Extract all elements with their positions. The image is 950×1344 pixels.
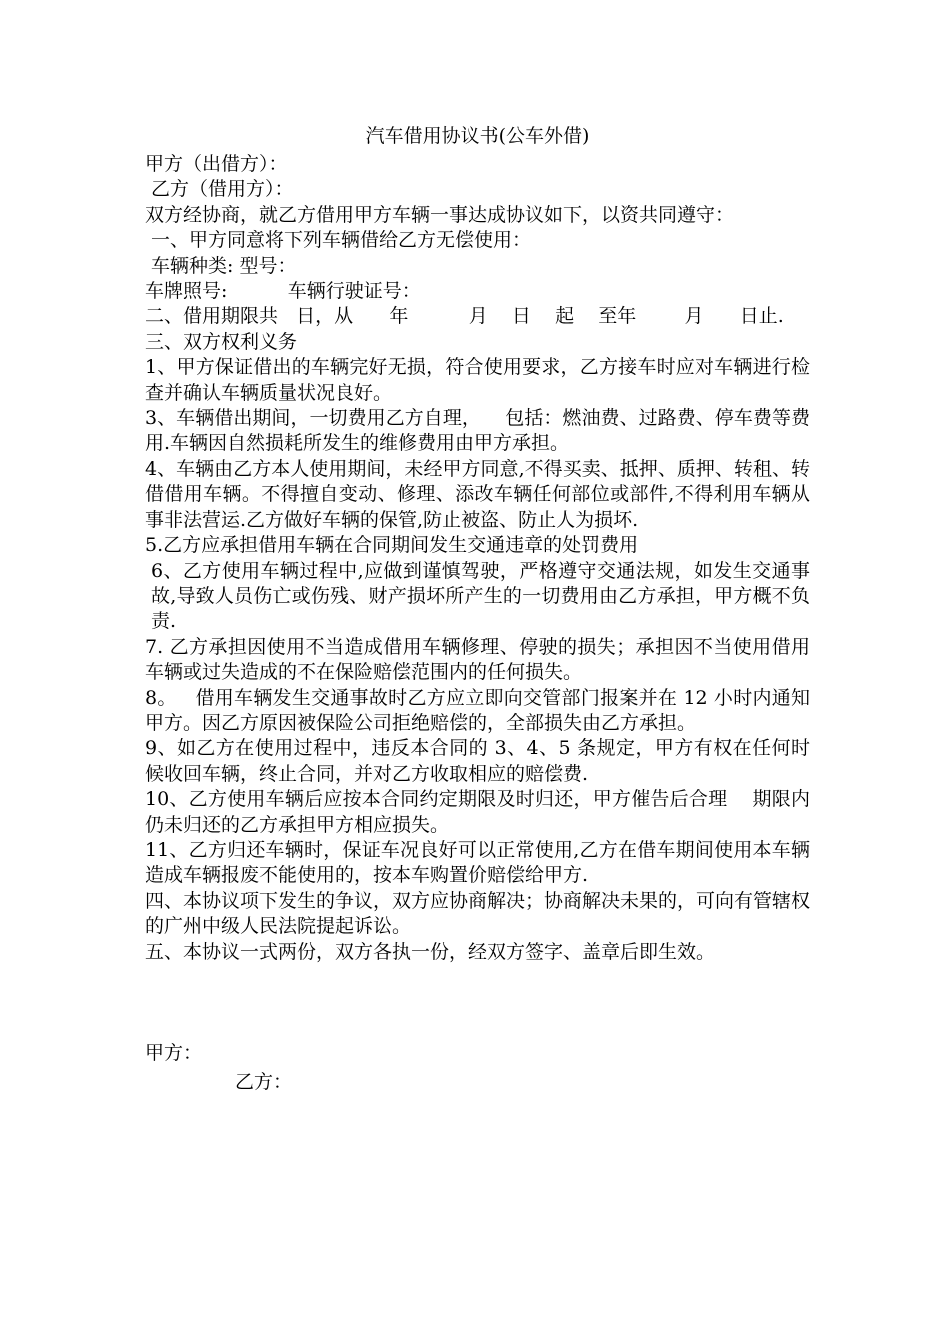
plate-line: 车牌照号: 车辆行驶证号： [145, 280, 421, 303]
clause-10: 10、乙方使用车辆后应按本合同约定期限及时归还，甲方催告后合理 期限内仍未归还的乙方承担甲方相应损失。 [145, 788, 810, 836]
party-b-line: 乙方（借用方）： [151, 178, 294, 201]
section-4-disputes: 四、本协议项下发生的争议，双方应协商解决；协商解决未果的，可向有管辖权的广州中级人民法院提起诉讼。 [145, 889, 811, 938]
clause-4: 4、车辆由乙方本人使用期间，未经甲方同意,不得买卖、抵押、质押、转租、转借借用车辆。不得擅自变动、修理、添改车辆任何部位或部件,不得利用车辆从事非法营运.乙方做好车辆的保管,防止被盗、防止人为损坏. [145, 457, 810, 531]
clause-5: 5.乙方应承担借用车辆在合同期间发生交通违章的处罚费用 [145, 534, 639, 557]
section-3-heading: 三、双方权利义务 [145, 330, 298, 353]
agreement-document [145, 122, 810, 1096]
clause-8: 8。 借用车辆发生交通事故时乙方应立即向交管部门报案并在 12 小时内通知甲方。因乙方原因被保险公司拒绝赔偿的，全部损失由乙方承担。 [145, 686, 810, 734]
intro-paragraph: 双方经协商，就乙方借用甲方车辆一事达成协议如下，以资共同遵守： [145, 203, 735, 226]
clause-3: 3、车辆借出期间，一切费用乙方自理， 包括：燃油费、过路费、停车费等费用.车辆因自然损耗所发生的维修费用由甲方承担。 [145, 407, 810, 455]
clause-1: 1、甲方保证借出的车辆完好无损，符合使用要求，乙方接车时应对车辆进行检查并确认车辆质量状况良好。 [145, 356, 810, 404]
vehicle-type-line: 车辆种类: 型号： [151, 254, 297, 277]
section-5-copies: 五、本协议一式两份，双方各执一份，经双方签字、盖章后即生效。 [145, 940, 716, 963]
clause-7: 7. 乙方承担因使用不当造成借用车辆修理、停驶的损失；承担因不当使用借用车辆或过失造成的不在保险赔偿范围内的任何损失。 [145, 635, 810, 684]
party-b-signature: 乙方： [235, 1071, 293, 1094]
clause-9: 9、如乙方在使用过程中，违反本合同的 3、4、5 条规定，甲方有权在任何时候收回车辆，终止合同，并对乙方收取相应的赔偿费. [145, 737, 810, 785]
clause-11: 11、乙方归还车辆时，保证车况良好可以正常使用,乙方在借车期间使用本车辆造成车辆报废不能使用的，按本车购置价赔偿给甲方. [145, 838, 810, 887]
document-title: 汽车借用协议书(公车外借) [365, 125, 590, 147]
party-a-signature: 甲方： [145, 1042, 203, 1064]
section-2-period: 二、借用期限共 日，从 年 月 日 起 至年 月 日止. [145, 305, 784, 328]
party-a-line: 甲方（出借方）： [145, 153, 288, 175]
clause-6: 6、乙方使用车辆过程中,应做到谨慎驾驶，严格遵守交通法规，如发生交通事故,导致人员伤亡或伤残、财产损坏所产生的一切费用由乙方承担，甲方概不负责. [151, 559, 810, 633]
signature-spacing [145, 965, 810, 1041]
section-1-heading: 一、甲方同意将下列车辆借给乙方无偿使用： [151, 229, 532, 252]
